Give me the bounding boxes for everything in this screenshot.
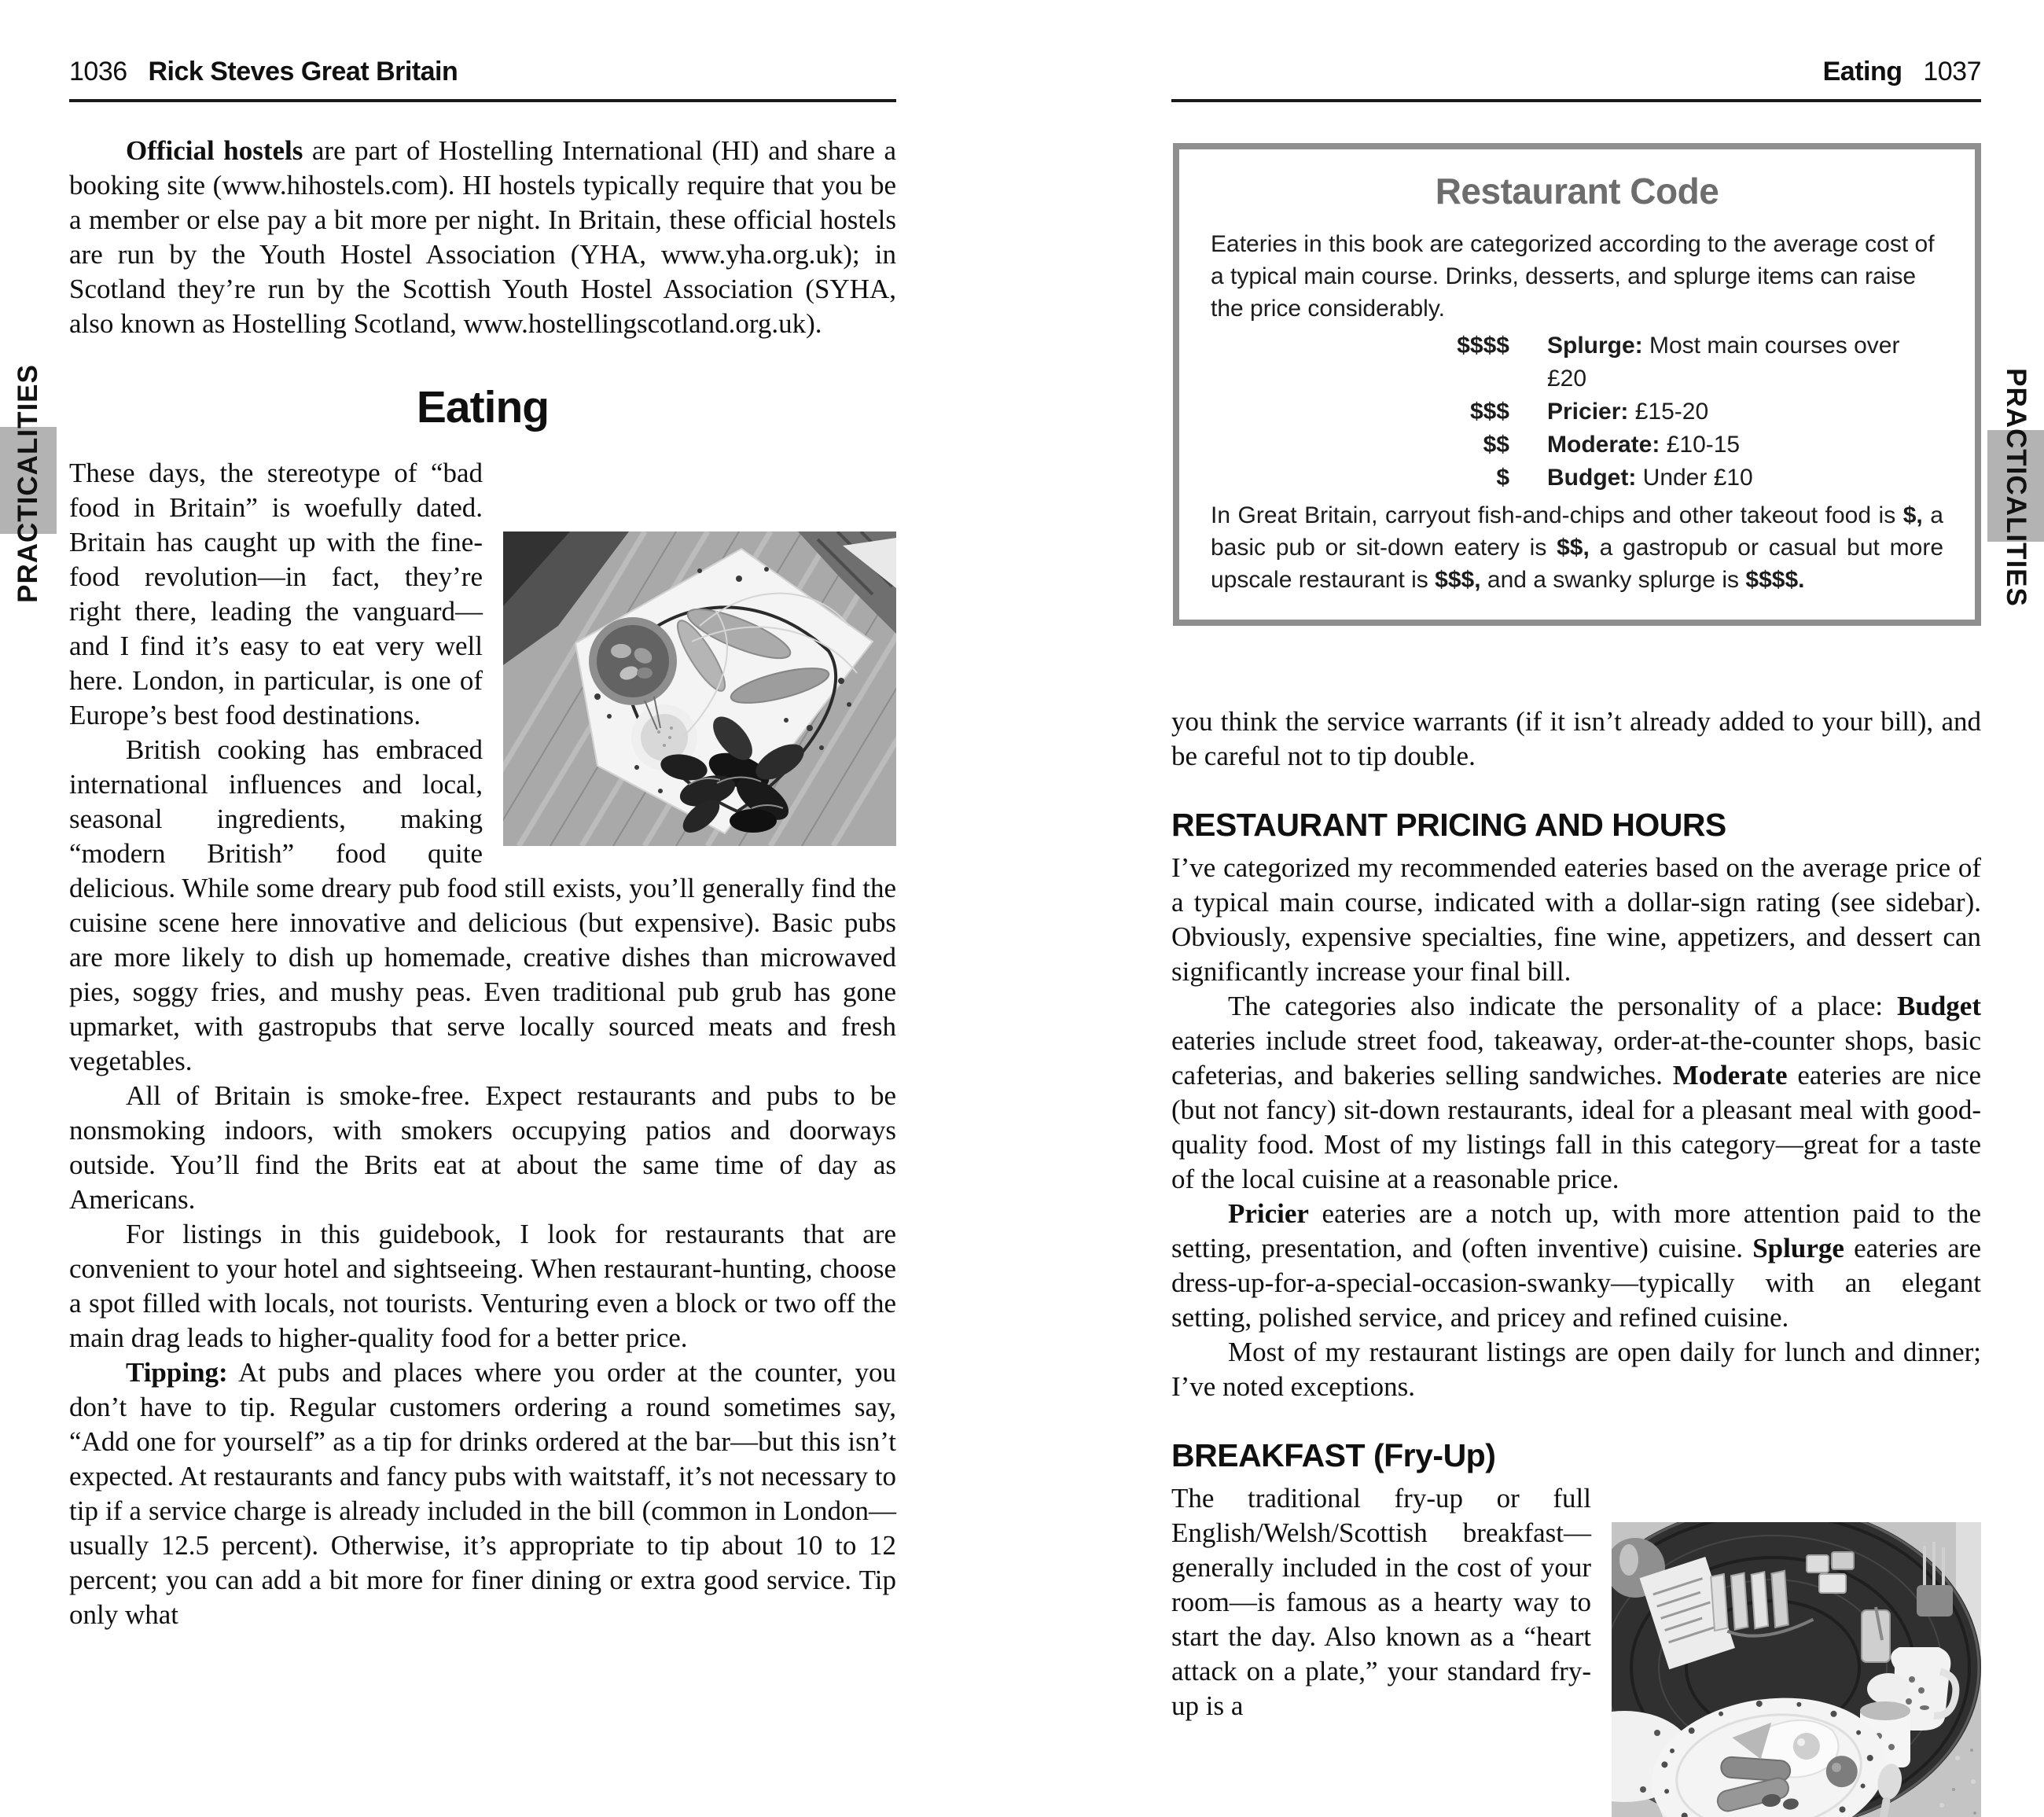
tier-dollar-signs: $$$$: [1457, 333, 1509, 359]
breakfast-paragraph: The traditional fry-up or full English/Welsh/Scottish breakfast—generally included in the cost of your room—is famous as a hearty way to start the day. Also known as a “heart attack on a plate,” your standard fry-up is a: [1171, 1481, 1981, 1723]
categorized-paragraph: I’ve categorized my recommended eateries based on the average price of a typical main course, indicated with a dollar-sign rating (see sidebar). Obviously, expensive specialties, fine wine, appetizers, and dessert can significantly increase your final bill.: [1171, 852, 1981, 987]
british-cooking-paragraph: British cooking has embraced international influences and local, seasonal ingredients, making “modern British” food quite delicious. While some dreary pub food still exists, you’ll generally find the cuisine scene here innovative and delicious (but expensive). Basic pubs are more likely to dish up homemade, creative dishes than microwaved pies, soggy fries, and mushy peas. Even traditional pub grub has gone upmarket, with gastropubs that serve locally sourced meats and fresh vegetables.: [69, 734, 896, 1076]
breakfast-heading: BREAKFAST (Fry-Up): [1171, 1437, 1496, 1473]
pricier-splurge-paragraph: Pricier eateries are a notch up, with more attention paid to the setting, presentation, and (often inventive) cuisine. Splurge eateries are dress-up-for-a-special-occasion-swanky—typically with an elegant setting, polished service, and pricey and refined cuisine.: [1171, 1198, 1981, 1333]
left-practicalities-label: PRACTICALITIES: [13, 364, 44, 603]
price-tier-row-pricier: [1211, 395, 1943, 429]
left-practicalities-tab: [0, 358, 57, 609]
left-book-title: Rick Steves Great Britain: [148, 57, 458, 86]
listings-paragraph: For listings in this guidebook, I look for restaurants that are convenient to your hotel and sightseeing. When restaurant-hunting, choose a spot filled with locals, not tourists. Venturing even a block or two off the main drag leads to higher-quality food for a better price.: [69, 1219, 896, 1353]
categories-paragraph: The categories also indicate the personality of a place: Budget eateries include street food, takeaway, order-at-the-counter shops, basic cafeterias, and bakeries selling sandwiches. Moderate eateries are nice (but not fancy) sit-down restaurants, ideal for a pleasant meal with good-quality food. Most of my listings fall in this category—great for a taste of the local cuisine at a reasonable price.: [1171, 991, 1981, 1194]
restaurant-code-intro: Eateries in this book are categorized according to the average cost of a typical main course. Drinks, desserts, and splurge items can raise the price considerably.: [1211, 231, 1935, 322]
tier-description: Moderate: £10-15: [1547, 432, 1741, 458]
left-running-head: [69, 57, 896, 87]
restaurant-code-title: Restaurant Code: [1435, 171, 1719, 211]
tipping-paragraph: Tipping: At pubs and places where you order at the counter, you don’t have to tip. Regular customers ordering a round sometimes say, “Add one for yourself” as a tip for drinks ordered at the bar—but this isn’t expected. At restaurants and fancy pubs with waitstaff, it’s not necessary to tip if a service charge is already included in the bill (common in London—usually 12.5 percent). Otherwise, it’s appropriate to tip about 10 to 12 percent; you can add a bit more for finer dining or extra good service. Tip only what: [69, 1357, 896, 1630]
right-running-head: [1171, 57, 1981, 87]
right-section-title: Eating: [1822, 57, 1902, 86]
tier-description: Pricier: £15-20: [1547, 399, 1709, 425]
these-days-paragraph: These days, the stereotype of “bad food in Britain” is woefully dated. Britain has caught up with the fine-food revolution—in fact, they’re right there, leading the vanguard—and I find it’s easy to eat very well here. London, in particular, is one of Europe’s best food destinations.: [69, 456, 896, 733]
right-page-number: 1037: [1923, 57, 1981, 86]
restaurant-code-outro: In Great Britain, carryout fish-and-chips and other takeout food is $, a basic pub or sit-down eatery is $$, a gastropub or casual but more upscale restaurant is $$$, and a swanky splurge is $$$$.: [1211, 502, 1944, 593]
tier-description: Splurge: Most main courses over £20: [1547, 333, 1900, 392]
service-paragraph: you think the service warrants (if it isn’t already added to your bill), and be careful not to tip double.: [1171, 706, 1981, 771]
left-page-number: 1036: [69, 57, 127, 86]
left-page-column: [69, 134, 896, 1632]
restaurant-code-box: [1173, 143, 1981, 626]
price-tier-row-budget: [1211, 462, 1943, 495]
hostels-paragraph: Official hostels are part of Hostelling International (HI) and share a booking site (www.hihostels.com). HI hostels typically require that you be a member or else pay a bit more per night. In Britain, these official hostels are run by the Youth Hostel Association (YHA, www.yha.org.uk); in Scotland they’re run by the Scottish Youth Hostel Association (SYHA, also known as Hostelling Scotland, www.hostellingscotland.org.uk).: [69, 135, 896, 339]
tier-description: Budget: Under £10: [1547, 465, 1753, 491]
right-practicalities-label: PRACTICALITIES: [2001, 368, 2032, 607]
price-tier-row-moderate: [1211, 429, 1943, 462]
price-tier-row-splurge: [1211, 329, 1943, 395]
fry-up-breakfast-photo: [1612, 1522, 1981, 1817]
seafood-platter-photo: [503, 531, 896, 846]
tier-dollar-signs: $: [1496, 465, 1509, 491]
smoke-free-paragraph: All of Britain is smoke-free. Expect restaurants and pubs to be nonsmoking indoors, with smokers occupying patios and doorways outside. You’ll find the Brits eat at about the same time of day as Americans.: [69, 1080, 896, 1215]
left-header-rule: [69, 99, 896, 102]
tier-dollar-signs: $$$: [1469, 399, 1509, 425]
open-daily-paragraph: Most of my restaurant listings are open daily for lunch and dinner; I’ve noted exceptions.: [1171, 1337, 1981, 1402]
right-practicalities-tab: [1987, 362, 2044, 613]
eating-chapter-heading: Eating: [416, 382, 550, 432]
right-header-rule: [1171, 99, 1981, 102]
tier-dollar-signs: $$: [1483, 432, 1509, 458]
right-page-column: [1171, 704, 1981, 1817]
pricing-hours-heading: RESTAURANT PRICING AND HOURS: [1171, 807, 1726, 843]
